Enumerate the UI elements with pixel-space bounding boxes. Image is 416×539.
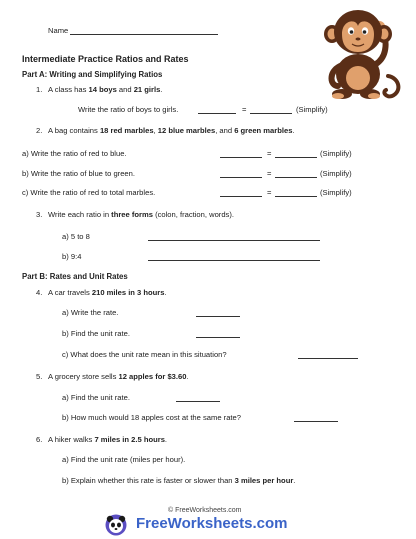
q1-text: A class has 14 boys and 21 girls. (48, 85, 163, 94)
q2b-answer-left[interactable] (220, 170, 262, 178)
q1-instruction: Write the ratio of boys to girls. (78, 105, 179, 114)
q1-answer-right[interactable] (250, 106, 292, 114)
part-a-heading: Part A: Writing and Simplifying Ratios (22, 70, 163, 79)
q4-text: A car travels 210 miles in 3 hours. (48, 288, 167, 297)
q2c-label: c) Write the ratio of red to total marbles. (22, 188, 156, 197)
q3-number: 3. (36, 210, 43, 219)
q5a-label: a) Find the unit rate. (62, 393, 130, 402)
q4a-answer[interactable] (196, 309, 240, 317)
q5-text: A grocery store sells 12 apples for $3.60. (48, 372, 189, 381)
q2c-equals: = (267, 188, 272, 197)
q6b-label: b) Explain whether this rate is faster or slower than 3 miles per hour. (62, 476, 296, 485)
q1-simplify: (Simplify) (296, 105, 328, 114)
q4b-answer[interactable] (196, 330, 240, 338)
part-b-heading: Part B: Rates and Unit Rates (22, 272, 128, 281)
q2c-answer-left[interactable] (220, 189, 262, 197)
q2b-equals: = (267, 169, 272, 178)
q2a-simplify: (Simplify) (320, 149, 352, 158)
q4c-answer[interactable] (298, 351, 358, 359)
q3-text: Write each ratio in three forms (colon, fraction, words). (48, 210, 234, 219)
name-label: Name (48, 26, 69, 35)
q5b-answer[interactable] (294, 414, 338, 422)
q4-number: 4. (36, 288, 43, 297)
q2b-simplify: (Simplify) (320, 169, 352, 178)
q2c-simplify: (Simplify) (320, 188, 352, 197)
q2a-answer-left[interactable] (220, 150, 262, 158)
q2b-answer-right[interactable] (275, 170, 317, 178)
q2-text: A bag contains 18 red marbles, 12 blue marbles, and 6 green marbles. (48, 126, 295, 135)
q1-equals: = (242, 105, 247, 114)
monkey-icon (318, 6, 402, 101)
q6-number: 6. (36, 435, 43, 444)
panda-logo-icon (104, 514, 128, 536)
q3b-label: b) 9:4 (62, 252, 82, 261)
footer-copyright: © FreeWorksheets.com (168, 507, 242, 514)
q5b-label: b) How much would 18 apples cost at the same rate? (62, 413, 241, 422)
q4a-label: a) Write the rate. (62, 308, 119, 317)
q5a-answer[interactable] (176, 394, 220, 402)
q2b-label: b) Write the ratio of blue to green. (22, 169, 135, 178)
q6a-label: a) Find the unit rate (miles per hour). (62, 455, 186, 464)
q1-answer-left[interactable] (198, 106, 236, 114)
q2a-equals: = (267, 149, 272, 158)
q6-text: A hiker walks 7 miles in 2.5 hours. (48, 435, 168, 444)
q2c-answer-right[interactable] (275, 189, 317, 197)
q3a-label: a) 5 to 8 (62, 232, 90, 241)
worksheet-title: Intermediate Practice Ratios and Rates (22, 54, 189, 64)
q3a-answer[interactable] (148, 233, 320, 241)
q1-number: 1. (36, 85, 43, 94)
q2a-label: a) Write the ratio of red to blue. (22, 149, 127, 158)
q5-number: 5. (36, 372, 43, 381)
name-field[interactable] (70, 27, 218, 35)
q4c-label: c) What does the unit rate mean in this situation? (62, 350, 227, 359)
q2-number: 2. (36, 126, 43, 135)
footer-brand[interactable]: FreeWorksheets.com (136, 515, 288, 532)
q4b-label: b) Find the unit rate. (62, 329, 130, 338)
q2a-answer-right[interactable] (275, 150, 317, 158)
q3b-answer[interactable] (148, 253, 320, 261)
